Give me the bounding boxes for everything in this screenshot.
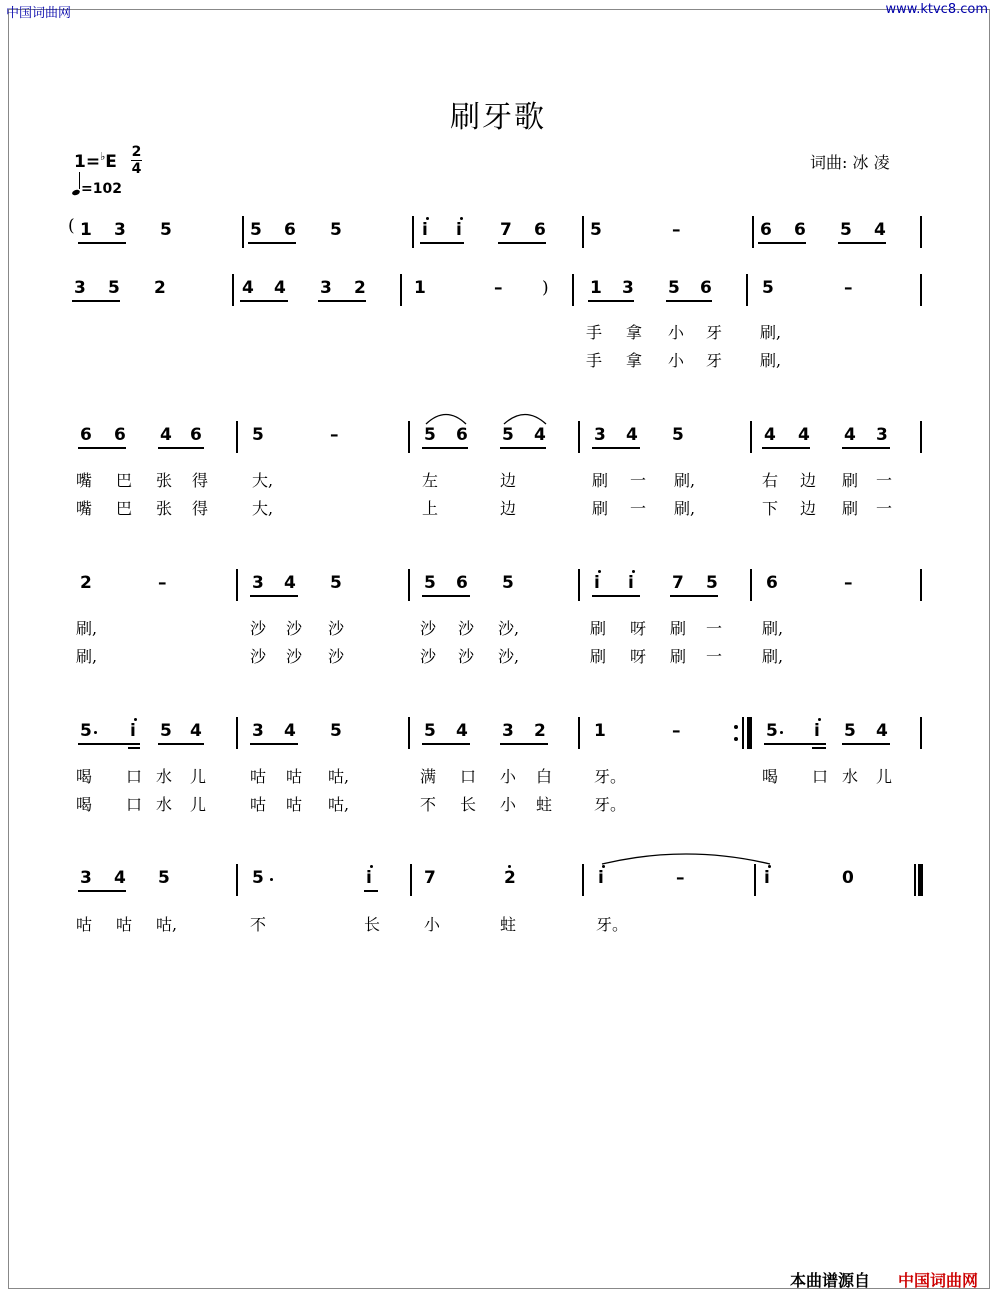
note-digit: 5 <box>844 721 856 741</box>
bar-line <box>578 569 580 601</box>
beat-underline <box>422 595 470 597</box>
tie-arc <box>602 852 770 866</box>
lyric-char: 张 <box>156 499 173 518</box>
note-digit: ( <box>68 216 75 236</box>
lyric-char: 沙, <box>498 647 520 666</box>
note-digit: – <box>844 278 853 298</box>
note-digit: 4 <box>190 721 202 741</box>
note-digit: 4 <box>274 278 286 298</box>
lyric-char: 边 <box>800 471 817 490</box>
note-digit: 1 <box>80 220 92 240</box>
lyric-char: 沙 <box>286 647 303 666</box>
lyric-char: 大, <box>252 471 274 490</box>
note-digit: 6 <box>190 425 202 445</box>
lyric-char: 小 <box>668 323 685 342</box>
octave-dot <box>134 718 137 721</box>
lyric-char: 拿 <box>626 351 643 370</box>
lyric-char: 下 <box>762 499 779 518</box>
bar-line <box>750 421 752 453</box>
note-digit: 1 <box>414 278 426 298</box>
octave-dot <box>818 718 821 721</box>
note-digit: 3 <box>252 721 264 741</box>
bar-line <box>582 864 584 896</box>
lyric-char: 口 <box>126 767 143 786</box>
author-credit: 词曲: 冰 凌 <box>810 153 890 172</box>
note-digit: 5 <box>330 721 342 741</box>
lyric-char: 边 <box>800 499 817 518</box>
bar-line <box>920 421 922 453</box>
note-digit: 3 <box>876 425 888 445</box>
note-digit: i <box>130 721 136 741</box>
note-digit: i <box>422 220 428 240</box>
lyric-char: 边 <box>500 499 517 518</box>
lyric-char: 右 <box>762 471 779 490</box>
lyric-char: 刷, <box>762 647 784 666</box>
note-digit: 5 <box>80 721 92 741</box>
lyric-char: 牙 <box>706 323 723 342</box>
beat-underline <box>670 595 718 597</box>
frame-top <box>8 9 990 10</box>
lyric-char: 嘴 <box>76 471 93 490</box>
lyric-char: 喝 <box>762 767 779 786</box>
beat-underline <box>78 743 140 745</box>
note-digit: 4 <box>456 721 468 741</box>
beat-underline <box>498 242 546 244</box>
bar-line <box>400 274 402 306</box>
note-digit: i <box>366 868 372 888</box>
bar-line <box>920 569 922 601</box>
note-digit: 5 <box>160 220 172 240</box>
beat-underline <box>764 743 826 745</box>
beat-underline <box>240 300 288 302</box>
page-title: 刷牙歌 <box>450 100 546 135</box>
lyric-char: 咕 <box>250 767 267 786</box>
bar-line <box>750 569 752 601</box>
beat-underline <box>838 242 886 244</box>
beat-underline <box>588 300 634 302</box>
lyric-char: 呀 <box>630 619 647 638</box>
note-digit: 1 <box>590 278 602 298</box>
lyric-char: 沙 <box>328 619 345 638</box>
note-digit: – <box>676 868 685 888</box>
note-digit: i <box>456 220 462 240</box>
lyric-char: 不 <box>250 915 267 934</box>
lyric-char: 巴 <box>116 499 133 518</box>
lyric-char: 一 <box>630 471 647 490</box>
beat-underline <box>420 242 464 244</box>
lyric-char: 儿 <box>876 767 893 786</box>
bar-line <box>920 216 922 248</box>
lyric-char: 口 <box>812 767 829 786</box>
bar-line <box>920 717 922 749</box>
beat-underline <box>422 743 470 745</box>
beat-underline <box>318 300 366 302</box>
lyric-char: 白 <box>536 767 553 786</box>
beat-underline <box>158 447 204 449</box>
note-digit: 4 <box>764 425 776 445</box>
lyric-char: 刷, <box>760 323 782 342</box>
note-digit: i <box>814 721 820 741</box>
beat-underline-second <box>128 747 140 749</box>
note-digit: 5 <box>330 220 342 240</box>
bar-line <box>236 569 238 601</box>
note-digit: 2 <box>354 278 366 298</box>
lyric-char: 沙 <box>420 647 437 666</box>
note-digit: i <box>594 573 600 593</box>
repeat-dot <box>734 725 738 729</box>
note-digit: 2 <box>534 721 546 741</box>
lyric-char: 刷 <box>590 647 607 666</box>
lyric-char: 手 <box>586 351 603 370</box>
lyric-char: 长 <box>460 795 477 814</box>
note-digit: 4 <box>114 868 126 888</box>
note-digit: 5 <box>668 278 680 298</box>
lyric-char: 拿 <box>626 323 643 342</box>
lyric-char: 牙。 <box>594 767 627 786</box>
bar-line <box>572 274 574 306</box>
bar-line <box>236 864 238 896</box>
bar-line <box>920 274 922 306</box>
note-digit: 4 <box>844 425 856 445</box>
note-digit: – <box>844 573 853 593</box>
note-digit: 5 <box>330 573 342 593</box>
note-digit: 4 <box>874 220 886 240</box>
beat-underline-second <box>812 747 826 749</box>
lyric-char: 沙 <box>286 619 303 638</box>
note-digit: 3 <box>114 220 126 240</box>
repeat-bar-thin <box>742 717 744 749</box>
lyric-char: 口 <box>460 767 477 786</box>
lyric-char: 刷, <box>674 471 696 490</box>
note-digit: – <box>672 220 681 240</box>
lyric-char: 沙 <box>458 647 475 666</box>
bar-line <box>410 864 412 896</box>
lyric-char: 刷, <box>76 647 98 666</box>
bar-line <box>236 421 238 453</box>
note-digit: 5 <box>424 721 436 741</box>
lyric-char: 小 <box>424 915 441 934</box>
octave-dot <box>460 217 463 220</box>
note-digit: 7 <box>500 220 512 240</box>
lyric-char: 咕, <box>328 795 350 814</box>
note-digit: – <box>494 278 503 298</box>
lyric-char: 刷, <box>76 619 98 638</box>
lyric-char: 蛀 <box>500 915 517 934</box>
note-digit: 6 <box>284 220 296 240</box>
lyric-char: 沙 <box>458 619 475 638</box>
lyric-char: 大, <box>252 499 274 518</box>
lyric-char: 沙 <box>328 647 345 666</box>
note-digit: 6 <box>456 573 468 593</box>
lyric-char: 口 <box>126 795 143 814</box>
bar-line <box>408 569 410 601</box>
beat-underline <box>158 743 204 745</box>
lyric-char: 蛀 <box>536 795 553 814</box>
lyric-char: 咕 <box>286 767 303 786</box>
lyric-char: 牙。 <box>596 915 629 934</box>
beat-underline <box>78 890 126 892</box>
beat-underline <box>500 447 546 449</box>
lyric-char: 沙, <box>498 619 520 638</box>
lyric-char: 嘴 <box>76 499 93 518</box>
duration-dot <box>780 731 783 734</box>
note-digit: 4 <box>626 425 638 445</box>
watermark-left: 中国词曲网 <box>6 6 72 21</box>
note-digit: 5 <box>590 220 602 240</box>
note-digit: 3 <box>320 278 332 298</box>
lyric-char: 刷 <box>842 471 859 490</box>
key-signature <box>74 152 117 172</box>
note-digit: 5 <box>424 573 436 593</box>
key-label: 1= <box>74 152 101 172</box>
bar-line <box>236 717 238 749</box>
note-digit: 3 <box>502 721 514 741</box>
lyric-char: 咕 <box>116 915 133 934</box>
lyric-char: 刷 <box>670 619 687 638</box>
lyric-char: 小 <box>500 767 517 786</box>
lyric-char: 咕 <box>250 795 267 814</box>
duration-dot <box>270 878 273 881</box>
lyric-char: 边 <box>500 471 517 490</box>
beat-underline <box>842 447 890 449</box>
note-digit: 5 <box>160 721 172 741</box>
lyric-char: 沙 <box>420 619 437 638</box>
note-digit: 2 <box>80 573 92 593</box>
flat-sign: ♭ <box>100 150 106 163</box>
note-digit: ) <box>542 278 549 298</box>
note-digit: 4 <box>242 278 254 298</box>
octave-dot <box>426 217 429 220</box>
watermark-right: www.ktvc8.com <box>885 2 988 17</box>
lyric-char: 左 <box>422 471 439 490</box>
note-digit: 5 <box>840 220 852 240</box>
final-bar-thin <box>914 864 916 896</box>
beat-underline <box>248 242 296 244</box>
tempo-value: =102 <box>81 181 122 197</box>
note-digit: i <box>628 573 634 593</box>
lyric-char: 刷 <box>842 499 859 518</box>
bar-line <box>746 274 748 306</box>
note-digit: 3 <box>594 425 606 445</box>
beat-underline <box>762 447 810 449</box>
note-digit: 5 <box>252 425 264 445</box>
note-digit: 5 <box>706 573 718 593</box>
bar-line <box>408 421 410 453</box>
frame-right <box>989 9 990 1289</box>
repeat-dot <box>734 737 738 741</box>
lyric-char: 一 <box>706 619 723 638</box>
lyric-char: 巴 <box>116 471 133 490</box>
note-digit: i <box>764 868 770 888</box>
final-bar-thick <box>918 864 923 896</box>
note-digit: 3 <box>74 278 86 298</box>
beat-underline <box>250 595 298 597</box>
note-digit: 5 <box>424 425 436 445</box>
bar-line <box>578 717 580 749</box>
note-digit: 5 <box>108 278 120 298</box>
octave-dot <box>632 570 635 573</box>
lyric-char: 呀 <box>630 647 647 666</box>
note-digit: 6 <box>114 425 126 445</box>
note-digit: 5 <box>502 573 514 593</box>
note-digit: 4 <box>876 721 888 741</box>
lyric-char: 得 <box>192 471 209 490</box>
lyric-char: 牙 <box>706 351 723 370</box>
note-digit: 2 <box>154 278 166 298</box>
note-digit: 0 <box>842 868 854 888</box>
lyric-char: 手 <box>586 323 603 342</box>
beat-underline <box>758 242 806 244</box>
bar-line <box>754 864 756 896</box>
key-note: E <box>105 152 117 172</box>
lyric-char: 喝 <box>76 795 93 814</box>
lyric-char: 水 <box>156 795 173 814</box>
lyric-char: 刷 <box>590 619 607 638</box>
note-digit: 1 <box>594 721 606 741</box>
lyric-char: 一 <box>630 499 647 518</box>
note-digit: – <box>330 425 339 445</box>
note-digit: 6 <box>700 278 712 298</box>
note-digit: 5 <box>252 868 264 888</box>
lyric-char: 刷 <box>592 471 609 490</box>
lyric-char: 上 <box>422 499 439 518</box>
octave-dot <box>508 865 511 868</box>
beat-underline <box>78 242 126 244</box>
quarter-note-icon <box>71 189 80 196</box>
footer-source: 本曲谱源自 <box>790 1271 871 1290</box>
note-digit: 4 <box>798 425 810 445</box>
note-digit: 3 <box>622 278 634 298</box>
bar-line <box>578 421 580 453</box>
note-digit: 7 <box>672 573 684 593</box>
note-digit: 7 <box>424 868 436 888</box>
bar-line <box>752 216 754 248</box>
lyric-char: 不 <box>420 795 437 814</box>
beat-underline <box>592 595 640 597</box>
note-digit: 6 <box>766 573 778 593</box>
lyric-char: 小 <box>668 351 685 370</box>
lyric-char: 长 <box>364 915 381 934</box>
beat-underline <box>592 447 640 449</box>
lyric-char: 牙。 <box>594 795 627 814</box>
lyric-char: 小 <box>500 795 517 814</box>
bar-line <box>412 216 414 248</box>
lyric-char: 水 <box>842 767 859 786</box>
slur-arc <box>426 411 466 425</box>
lyric-char: 咕 <box>286 795 303 814</box>
note-digit: 5 <box>766 721 778 741</box>
meter-bottom: 4 <box>131 161 142 177</box>
lyric-char: 张 <box>156 471 173 490</box>
beat-underline <box>250 743 298 745</box>
frame-left <box>8 9 9 1289</box>
note-digit: – <box>158 573 167 593</box>
note-digit: i <box>598 868 604 888</box>
bar-line <box>582 216 584 248</box>
slur-arc <box>504 411 546 425</box>
lyric-char: 咕 <box>76 915 93 934</box>
lyric-char: 刷 <box>592 499 609 518</box>
lyric-char: 一 <box>706 647 723 666</box>
bar-line <box>232 274 234 306</box>
note-digit: 2 <box>504 868 516 888</box>
lyric-char: 儿 <box>190 795 207 814</box>
meter-top: 2 <box>131 144 142 160</box>
note-digit: 3 <box>252 573 264 593</box>
note-digit: 6 <box>80 425 92 445</box>
note-digit: 5 <box>672 425 684 445</box>
lyric-char: 满 <box>420 767 437 786</box>
note-digit: 6 <box>760 220 772 240</box>
time-signature <box>131 145 142 176</box>
note-digit: 5 <box>502 425 514 445</box>
duration-dot <box>94 731 97 734</box>
note-digit: 4 <box>284 721 296 741</box>
bar-line <box>242 216 244 248</box>
lyric-char: 得 <box>192 499 209 518</box>
note-digit: 6 <box>456 425 468 445</box>
note-digit: 4 <box>534 425 546 445</box>
note-digit: – <box>672 721 681 741</box>
lyric-char: 刷, <box>674 499 696 518</box>
beat-underline <box>842 743 890 745</box>
lyric-char: 刷 <box>670 647 687 666</box>
lyric-char: 水 <box>156 767 173 786</box>
lyric-char: 儿 <box>190 767 207 786</box>
note-digit: 5 <box>250 220 262 240</box>
octave-dot <box>598 570 601 573</box>
beat-underline <box>666 300 712 302</box>
note-digit: 4 <box>160 425 172 445</box>
beat-underline <box>500 743 548 745</box>
note-digit: 3 <box>80 868 92 888</box>
note-digit: 5 <box>762 278 774 298</box>
lyric-char: 咕, <box>328 767 350 786</box>
octave-dot <box>370 865 373 868</box>
lyric-char: 刷, <box>762 619 784 638</box>
lyric-char: 喝 <box>76 767 93 786</box>
footer-site: 中国词曲网 <box>898 1271 979 1290</box>
bar-line <box>408 717 410 749</box>
repeat-bar-thick <box>747 717 752 749</box>
note-digit: 6 <box>534 220 546 240</box>
note-digit: 5 <box>158 868 170 888</box>
lyric-char: 一 <box>876 499 893 518</box>
beat-underline <box>364 890 378 892</box>
note-digit: 4 <box>284 573 296 593</box>
tempo-marking <box>72 176 122 197</box>
lyric-char: 刷, <box>760 351 782 370</box>
note-stem <box>79 172 80 189</box>
lyric-char: 沙 <box>250 619 267 638</box>
beat-underline <box>72 300 120 302</box>
lyric-char: 一 <box>876 471 893 490</box>
lyric-char: 沙 <box>250 647 267 666</box>
note-digit: 6 <box>794 220 806 240</box>
lyric-char: 咕, <box>156 915 178 934</box>
beat-underline <box>78 447 126 449</box>
beat-underline <box>422 447 468 449</box>
